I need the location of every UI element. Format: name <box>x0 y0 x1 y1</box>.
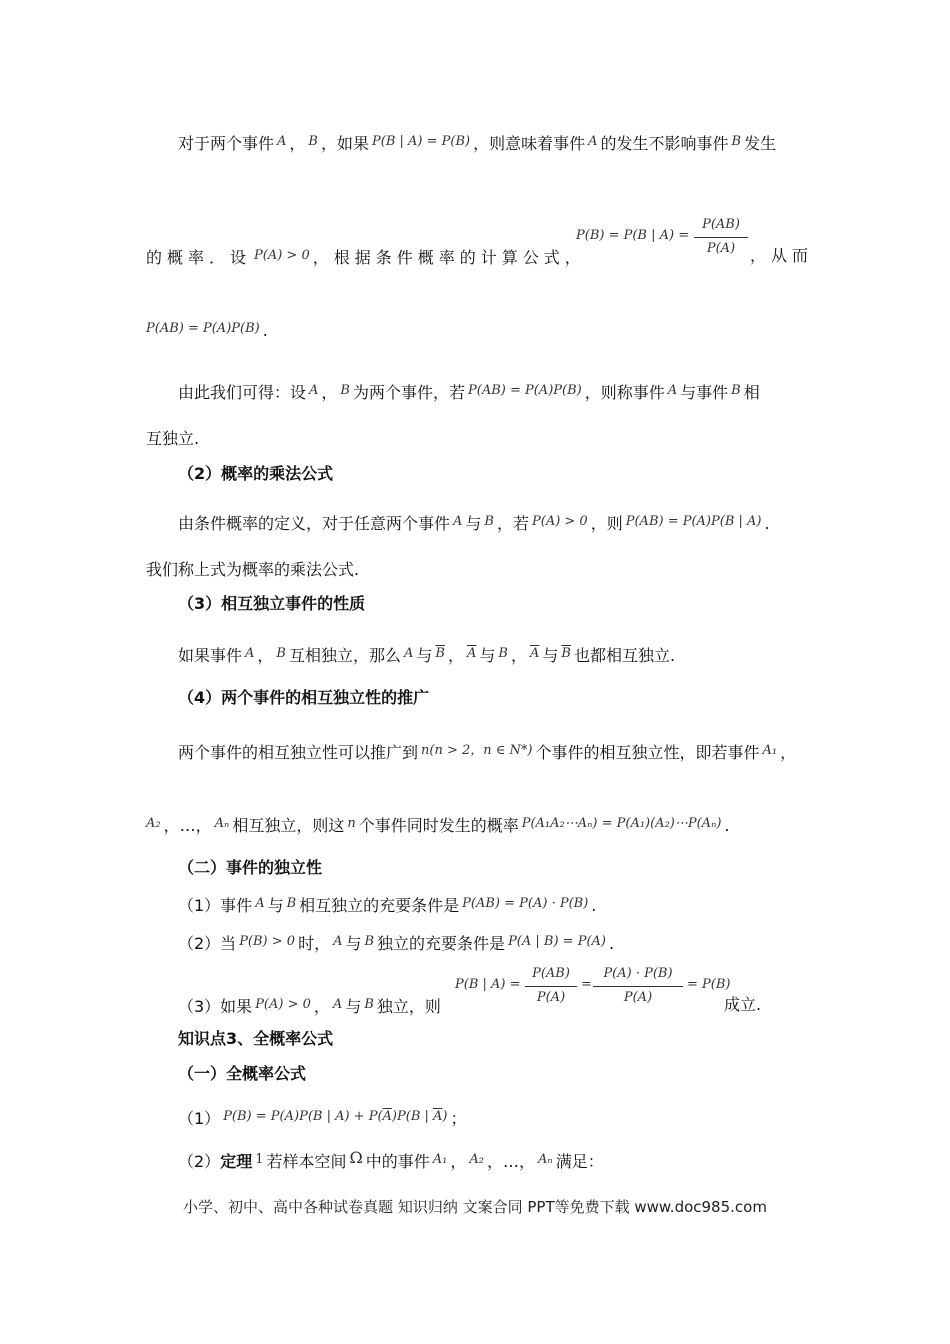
heading-text: （一）全概率公式 <box>178 1064 307 1083</box>
text: ，则 <box>590 514 623 533</box>
math-condition: P(B) > 0 <box>239 934 296 949</box>
heading-text: （3）相互独立事件的性质 <box>178 594 366 613</box>
text: 若样本空间 <box>266 1152 347 1171</box>
text: 满足： <box>555 1152 604 1171</box>
section-heading <box>178 463 333 485</box>
math-formula: P(A | B) = P(A) <box>508 934 606 949</box>
formula-line <box>146 318 268 342</box>
paragraph-independence-condition-3 <box>178 994 441 1018</box>
math-B: B <box>731 134 742 149</box>
math-n: n <box>347 816 356 831</box>
text: ，如果 <box>320 134 369 153</box>
fraction-bar <box>525 986 577 987</box>
text: 成立. <box>724 995 762 1014</box>
math-formula: = P(B) <box>687 977 731 992</box>
math-A-complement: A <box>529 646 540 661</box>
text: 发生 <box>744 134 777 153</box>
heading-text: 知识点3、全概率公式 <box>178 1029 334 1048</box>
text: 为两个事件，若 <box>352 383 465 402</box>
paragraph-generalization-cont <box>146 813 730 837</box>
text: … <box>179 816 196 835</box>
fraction-numerator: P(AB) <box>532 966 570 981</box>
text: 与 <box>542 646 559 665</box>
math-formula: P(A₁A₂⋯Aₙ) = P(A₁)(A₂)⋯P(Aₙ) <box>521 816 722 831</box>
text: ， <box>519 1152 536 1171</box>
math-A: A <box>404 646 414 661</box>
fraction-bar <box>694 237 748 238</box>
paragraph-multiplication-rule <box>178 511 770 535</box>
text: 定理 <box>220 1152 253 1171</box>
math-A-complement: A <box>382 1109 392 1124</box>
text: ，从而 <box>750 246 814 265</box>
math-formula: P(B) = P(A)P(B | A) + P( <box>223 1109 383 1124</box>
paragraph-total-probability-formula <box>178 1106 467 1130</box>
text: 与 <box>267 896 284 915</box>
text: ， <box>313 997 330 1016</box>
fraction-denominator: P(A) <box>536 990 566 1005</box>
text: ， <box>321 383 338 402</box>
math-An: Aₙ <box>214 816 230 831</box>
paragraph-independence-condition-1 <box>178 893 596 917</box>
heading-text: （二）事件的独立性 <box>178 858 323 877</box>
text: ，则称事件 <box>584 383 665 402</box>
fraction-independence-derivation <box>455 963 731 1013</box>
text: ， <box>780 743 797 762</box>
math-formula: P(AB) = P(A) · P(B) <box>462 896 589 911</box>
text: 也都相互独立. <box>573 646 676 665</box>
math-equals: = <box>581 977 592 992</box>
text: ， <box>447 646 464 665</box>
text: 中的事件 <box>365 1152 430 1171</box>
text: （2） <box>178 1152 221 1171</box>
text: 两个事件的相互独立性可以推广到 <box>178 743 419 762</box>
text: 与 <box>416 646 433 665</box>
heading-text: （2）概率的乘法公式 <box>178 464 334 483</box>
section-heading <box>178 1063 306 1085</box>
text: ； <box>450 1109 467 1128</box>
fraction-numerator: P(A) · P(B) <box>603 966 673 981</box>
math-B: B <box>364 997 374 1012</box>
math-B: B <box>340 383 350 398</box>
text: 互独立. <box>146 429 200 448</box>
paragraph-continuation <box>146 559 359 581</box>
text: ，根据条件概率的计算公式， <box>312 248 586 267</box>
math-formula: P(B | A) = <box>455 977 521 992</box>
text: （3）如果 <box>178 997 253 1016</box>
math-condition: P(A) > 0 <box>255 997 311 1012</box>
text: 独立的充要条件是 <box>377 934 506 953</box>
math-A1: A₁ <box>432 1152 448 1167</box>
math-An: Aₙ <box>538 1152 553 1167</box>
math-B: B <box>276 646 286 661</box>
text: ， <box>450 1152 467 1171</box>
math-A: A <box>667 383 678 398</box>
text: （1）事件 <box>178 896 253 915</box>
math-A: A <box>453 514 463 529</box>
text: 与 <box>465 514 482 533</box>
paragraph-independence-definition <box>178 380 760 404</box>
text: 独立，则 <box>376 997 441 1016</box>
math-formula: P(B) = P(B | A) = <box>576 228 690 243</box>
paragraph-continuation <box>724 994 761 1016</box>
math-A: A <box>333 934 343 949</box>
page-footer <box>0 1196 950 1217</box>
text: 相互独立的充要条件是 <box>299 896 460 915</box>
math-number: 1 <box>255 1152 264 1167</box>
text: . <box>608 934 615 953</box>
section-heading <box>178 1028 333 1050</box>
math-formula: )P(B | <box>391 1109 434 1124</box>
fraction-denominator: P(A) <box>623 990 653 1005</box>
text: 与 <box>479 646 496 665</box>
math-A: A <box>277 134 287 149</box>
text: 个事件同时发生的概率 <box>358 816 519 835</box>
paragraph-independence-intro <box>178 131 776 155</box>
paragraph-continuation <box>750 245 813 267</box>
fraction-conditional-probability <box>576 214 748 264</box>
text: 个事件的相互独立性，即若事件 <box>535 743 760 762</box>
section-heading <box>178 593 365 615</box>
paragraph-theorem <box>178 1147 604 1173</box>
text: ， <box>257 646 274 665</box>
text: 的概率．设 <box>146 248 252 267</box>
text: 如果事件 <box>178 646 243 665</box>
text: 对于两个事件 <box>178 134 275 153</box>
text: . <box>724 816 730 835</box>
text: ， <box>163 816 180 835</box>
fraction-denominator: P(A) <box>706 241 736 256</box>
text: 相互独立，则这 <box>232 816 345 835</box>
math-A: A <box>309 383 319 398</box>
math-formula: P(AB) = P(A)P(B) <box>146 321 260 336</box>
math-condition: P(A) > 0 <box>254 248 310 263</box>
math-A: A <box>332 997 343 1012</box>
text: 与 <box>345 934 362 953</box>
text: … <box>503 1152 520 1171</box>
math-formula: P(AB) = P(A)P(B | A) <box>625 514 762 529</box>
math-A1: A₁ <box>762 743 778 758</box>
text: （1） <box>178 1109 221 1128</box>
paragraph-generalization <box>178 740 796 764</box>
math-B: B <box>308 134 318 149</box>
math-B-complement: B <box>561 646 571 661</box>
fraction-bar <box>593 986 683 987</box>
text: . <box>764 514 770 533</box>
paragraph-continuation <box>146 428 199 450</box>
heading-text: （4）两个事件的相互独立性的推广 <box>178 688 430 707</box>
text: . <box>262 321 268 340</box>
text: ， <box>289 134 306 153</box>
math-omega: Ω <box>349 1148 363 1167</box>
text: . <box>591 896 597 915</box>
text: （2）当 <box>178 934 237 953</box>
math-B: B <box>364 934 375 949</box>
text: 时， <box>298 934 331 953</box>
math-A: A <box>588 134 598 149</box>
text: 由此我们可得：设 <box>178 383 307 402</box>
math-condition: P(A) > 0 <box>532 514 588 529</box>
text: 我们称上式为概率的乘法公式. <box>146 560 360 579</box>
math-condition: n(n > 2，n ∈ N*) <box>421 743 533 758</box>
text: 与事件 <box>680 383 729 402</box>
math-B: B <box>731 383 741 398</box>
paragraph-independence-properties <box>178 643 675 667</box>
section-heading <box>178 857 322 879</box>
math-B: B <box>286 896 297 911</box>
math-A2: A₂ <box>469 1152 485 1167</box>
text: 互相独立，那么 <box>288 646 401 665</box>
math-A: A <box>245 646 255 661</box>
math-A-complement: A <box>433 1109 443 1124</box>
text: 的发生不影响事件 <box>600 134 729 153</box>
fraction-numerator: P(AB) <box>702 217 740 232</box>
math-B: B <box>484 514 494 529</box>
math-B: B <box>498 646 508 661</box>
text: ， <box>487 1152 504 1171</box>
math-A2: A₂ <box>146 816 161 831</box>
math-formula: P(AB) = P(A)P(B) <box>468 383 582 398</box>
paragraph-probability-line <box>146 245 586 269</box>
text: 与 <box>345 997 362 1016</box>
text: ，则意味着事件 <box>473 134 586 153</box>
text: 由条件概率的定义，对于任意两个事件 <box>178 514 451 533</box>
paragraph-independence-condition-2 <box>178 931 614 955</box>
math-formula: P(B | A) = P(B) <box>372 134 471 149</box>
text: 相 <box>743 383 760 402</box>
math-A-complement: A <box>466 646 477 661</box>
math-B-complement: B <box>435 646 445 661</box>
math-formula: ) <box>442 1109 448 1124</box>
text: ，若 <box>496 514 529 533</box>
text: ， <box>195 816 212 835</box>
section-heading <box>178 687 429 709</box>
footer-text: 小学、初中、高中各种试卷真题 知识归纳 文案合同 PPT等免费下载 www.doc985.com <box>183 1198 767 1216</box>
math-A: A <box>255 896 265 911</box>
text: ， <box>510 646 527 665</box>
